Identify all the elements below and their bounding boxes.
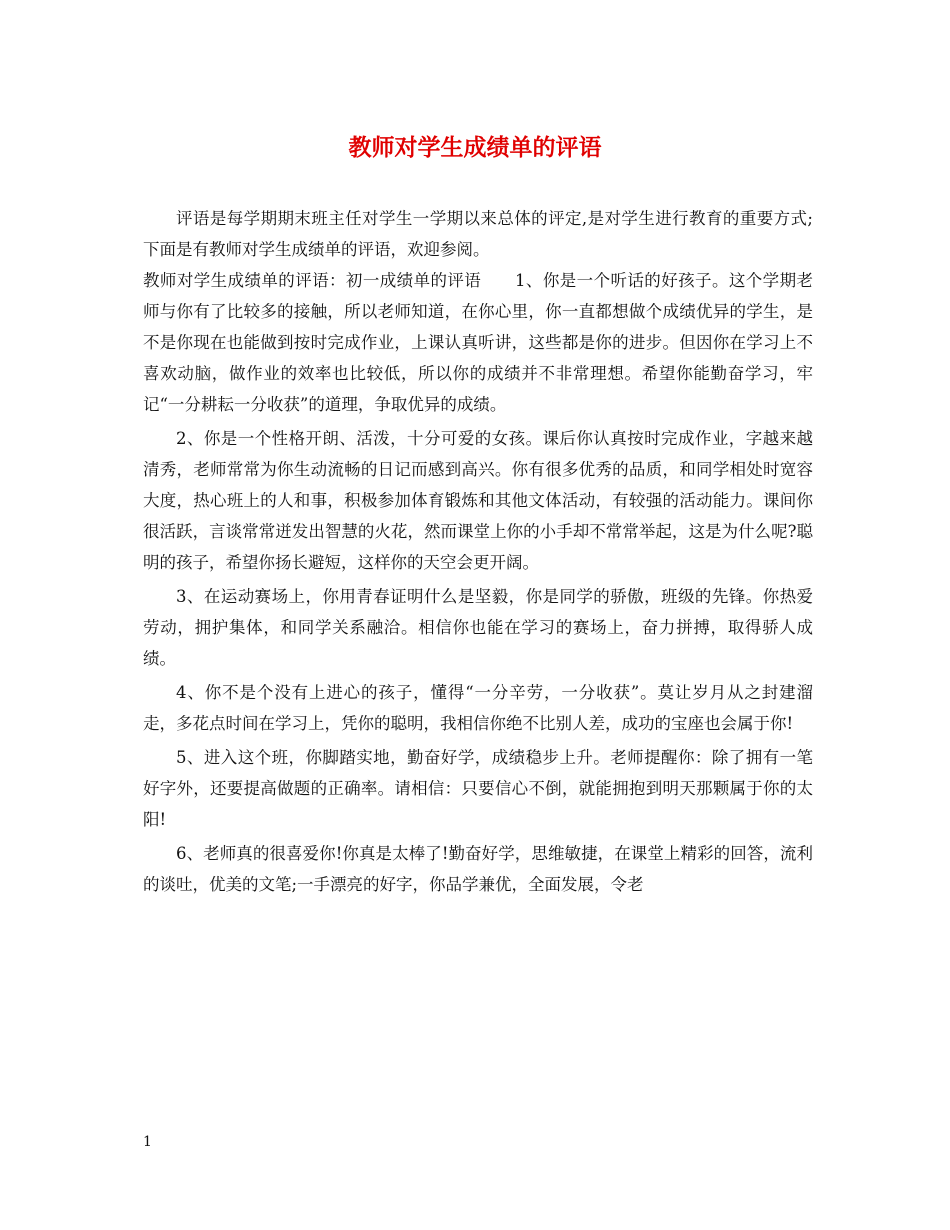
comment-paragraph-2: 2、你是一个性格开朗、活泼，十分可爱的女孩。课后你认真按时完成作业，字越来越清秀，老师常常为你生动流畅的日记而感到高兴。你有很多优秀的品质，和同学相处时宽容大度，热心班上的人和事，积极参加体育锻炼和其他文体活动，有较强的活动能力。课间你很活跃，言谈常常迸发出智慧的火花，然而课堂上你的小手却不常常举起，这是为什么呢?聪明的孩子，希望你扬长避短，这样你的天空会更开阔。 (143, 429, 813, 572)
comment-paragraph-3: 3、在运动赛场上，你用青春证明什么是坚毅，你是同学的骄傲，班级的先锋。你热爱劳动，拥护集体，和同学关系融洽。相信你也能在学习的赛场上，奋力拼搏，取得骄人成绩。 (143, 587, 813, 668)
comment-paragraph-1: 教师对学生成绩单的评语：初一成绩单的评语 1、你是一个听话的好孩子。这个学期老师与你有了比较多的接触，所以老师知道，在你心里，你一直都想做个成绩优异的学生，是不是你现在也能做到按时完成作业，上课认真听讲，这些都是你的进步。但因你在学习上不喜欢动脑，做作业的效率也比较低，所以你的成绩并不非常理想。希望你能勤奋学习，牢记“一分耕耘一分收获”的道理，争取优异的成绩。 (143, 271, 813, 414)
document-title: 教师对学生成绩单的评语 (348, 135, 602, 161)
comment-paragraph-4: 4、你不是个没有上进心的孩子，懂得“一分辛劳，一分收获”。莫让岁月从之封建溜走，多花点时间在学习上，凭你的聪明，我相信你绝不比别人差，成功的宝座也会属于你! (143, 683, 813, 733)
comment-paragraph-5: 5、进入这个班，你脚踏实地，勤奋好学，成绩稳步上升。老师提醒你：除了拥有一笔好字外，还要提高做题的正确率。请相信：只要信心不倒，就能拥抱到明天那颗属于你的太阳! (143, 748, 813, 829)
document-body (143, 203, 813, 900)
comment-paragraph-6: 6、老师真的很喜爱你!你真是太棒了!勤奋好学，思维敏捷，在课堂上精彩的回答，流利的谈吐，优美的文笔;一手漂亮的好字，你品学兼优，全面发展，令老 (143, 844, 813, 894)
page-number: 1 (143, 1134, 152, 1150)
intro-paragraph: 评语是每学期期末班主任对学生一学期以来总体的评定,是对学生进行教育的重要方式;下面是有教师对学生成绩单的评语，欢迎参阅。 (143, 209, 813, 259)
